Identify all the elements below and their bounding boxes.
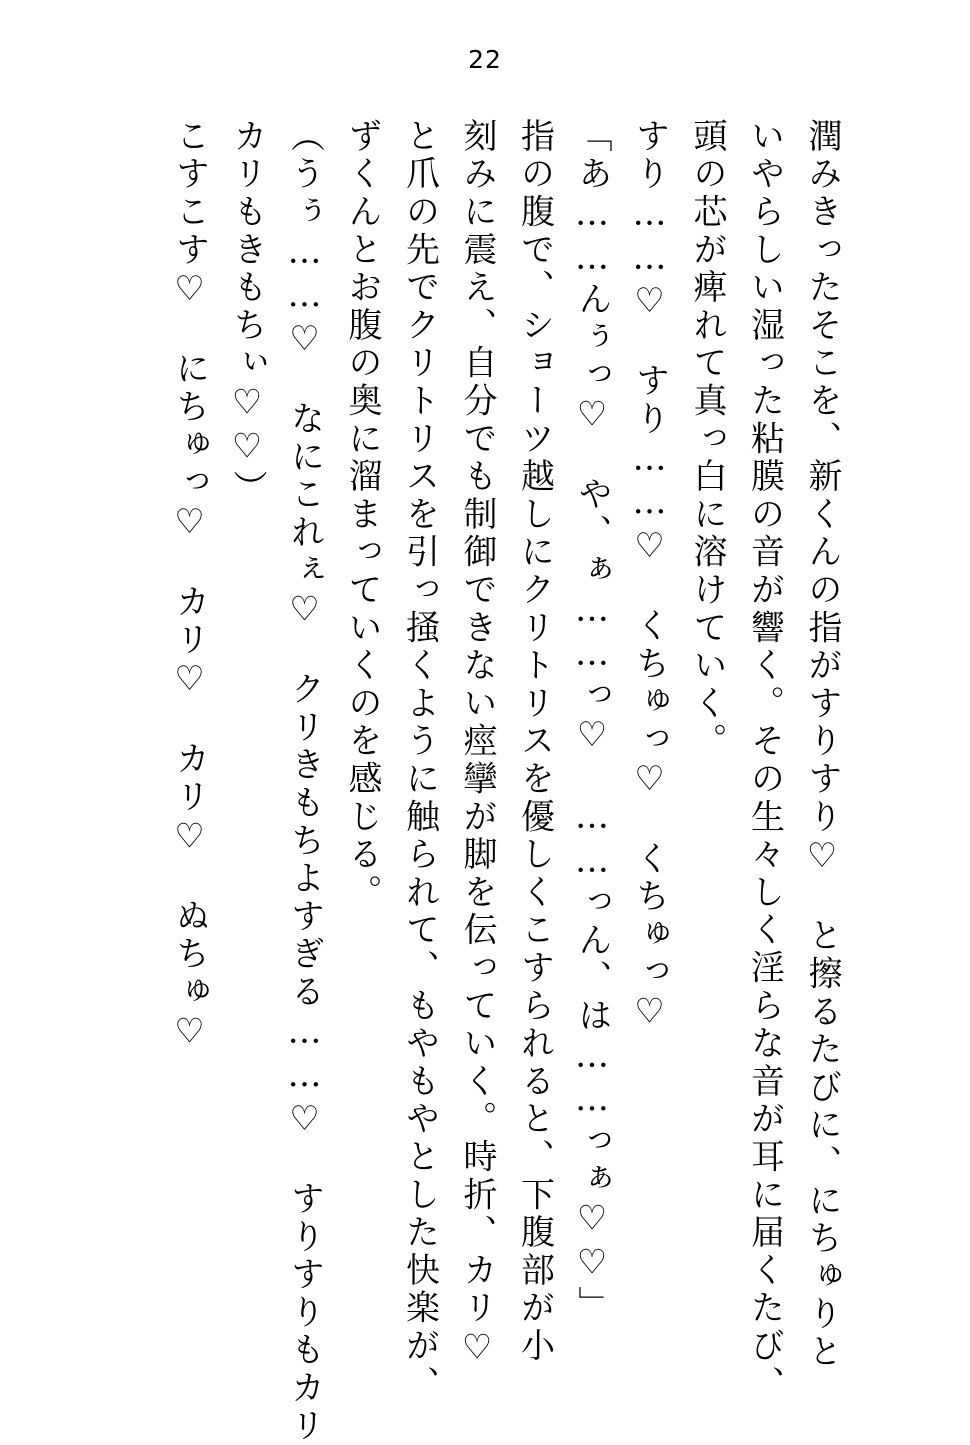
text-line-5: 「あ……んぅっ♡ や、ぁ……っ♡ ……っん、は……っぁ♡♡」	[572, 118, 612, 1324]
text-line-12: こすこす♡ にちゅっ♡ カリ♡ カリ♡ ぬちゅ♡	[169, 118, 210, 1056]
page-number: 22	[468, 45, 502, 74]
text-line-2: いやらしい湿った粘膜の音が響く。その生々しく淫らな音が耳に届くたび、	[744, 118, 785, 1404]
text-line-10: （うぅ……♡ なにこれぇ♡ クリきもちよすぎる……♡ すりすりもカリ	[284, 118, 325, 1445]
text-line-3: 頭の芯が痺れて真っ白に溶けていく。	[687, 118, 727, 761]
text-line-4: すり……♡ すり……♡ くちゅっ♡ くちゅっ♡	[629, 118, 670, 1036]
vertical-text-body	[160, 118, 850, 1445]
text-line-6: 指の腹で、ショーツ越しにクリトリスを優しくこすられると、下腹部が小	[514, 118, 555, 1366]
text-line-7: 刻みに震え、自分でも制御できない痙攣が脚を伝っていく。時折、カリ♡	[457, 118, 497, 1372]
text-line-9: ずくんとお腹の奥に溜まっていくのを感じる。	[342, 118, 382, 912]
text-line-11: カリもきもちぃ♡♡）	[227, 118, 267, 508]
text-line-1: 潤みきったそこを、新くんの指がすりすり♡ と擦るたびに、にちゅりと	[802, 118, 842, 1372]
text-line-8: と爪の先でクリトリスを引っ掻くように触られて、もやもやとした快楽が、	[399, 118, 440, 1404]
